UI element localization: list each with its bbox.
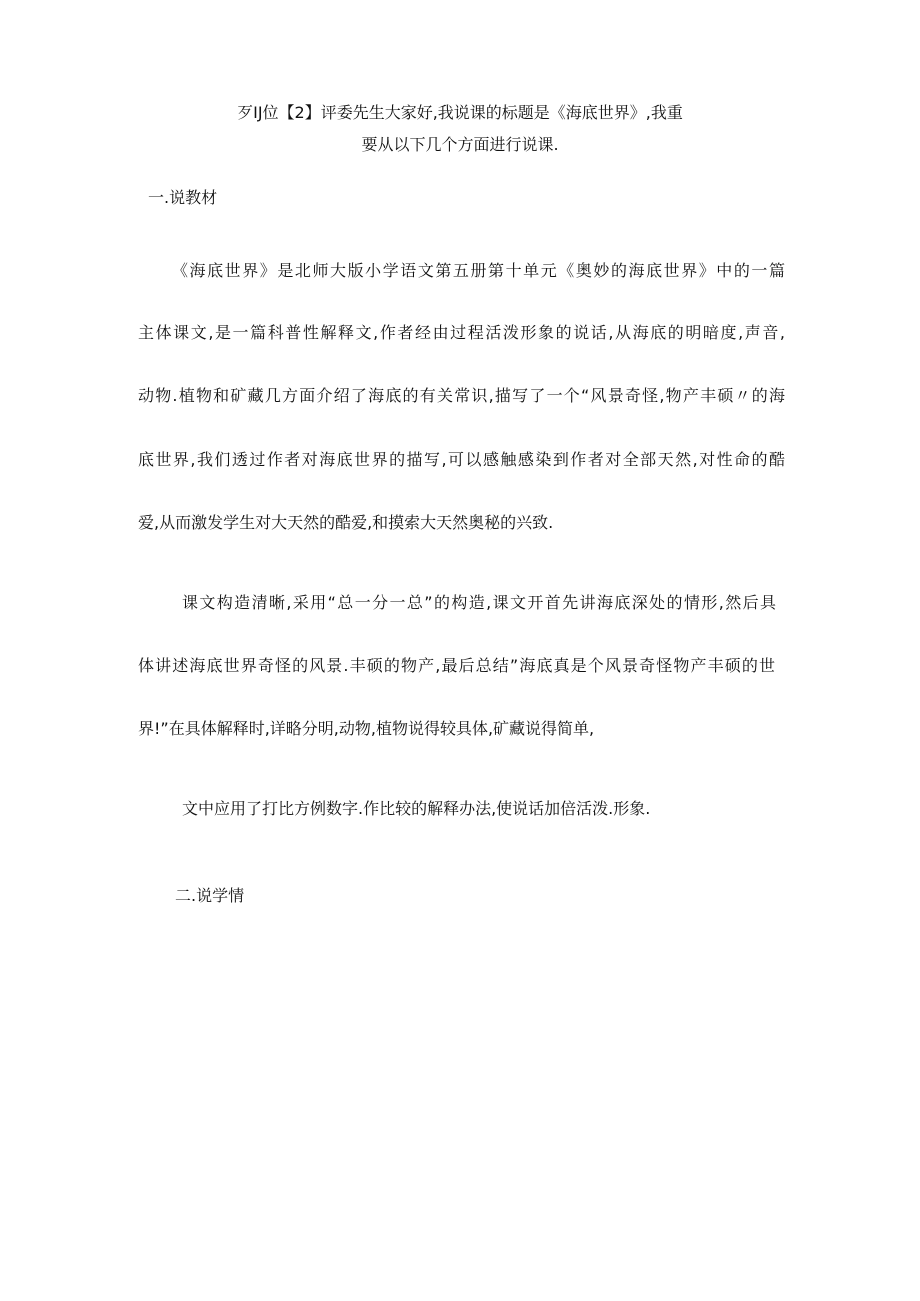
paragraph-line: 体讲述海底世界奇怪的风景.丰硕的物产,最后总结”海底真是个风景奇怪物产丰硕的世 [138,656,775,675]
paragraph-line: 动物.植物和矿藏几方面介绍了海底的有关常识,描写了一个“风景奇怪,物产丰硕〃的海 [138,386,785,405]
section-heading-student-analysis: 二.说学情 [175,886,245,905]
paragraph-line: 主体课文,是一篇科普性解释文,作者经由过程活泼形象的说话,从海底的明暗度,声音, [138,323,785,342]
section-heading-teaching-material: 一.说教材 [148,188,218,207]
paragraph-line: 底世界,我们透过作者对海底世界的描写,可以感触感染到作者对全部天然,对性命的酷 [138,450,785,469]
intro-line-1: 歹IJ位【2】评委先生大家好,我说课的标题是《海底世界》,我重 [237,103,683,122]
paragraph-line: 界!”在具体解释时,详略分明,动物,植物说得较具体,矿藏说得简单, [138,719,595,738]
paragraph-line: 课文构造清晰,采用“总一分一总”的构造,课文开首先讲海底深处的情形,然后具 [182,593,776,612]
paragraph-line: 文中应用了打比方例数字.作比较的解释办法,使说话加倍活泼.形象. [182,799,651,818]
paragraph-line: 爱,从而激发学生对大天然的酷爱,和摸索大天然奥秘的兴致. [138,513,554,532]
paragraph-line: 《海底世界》是北师大版小学语文第五册第十单元《奥妙的海底世界》中的一篇 [172,261,785,280]
intro-line-2: 要从以下几个方面进行说课. [361,135,559,154]
